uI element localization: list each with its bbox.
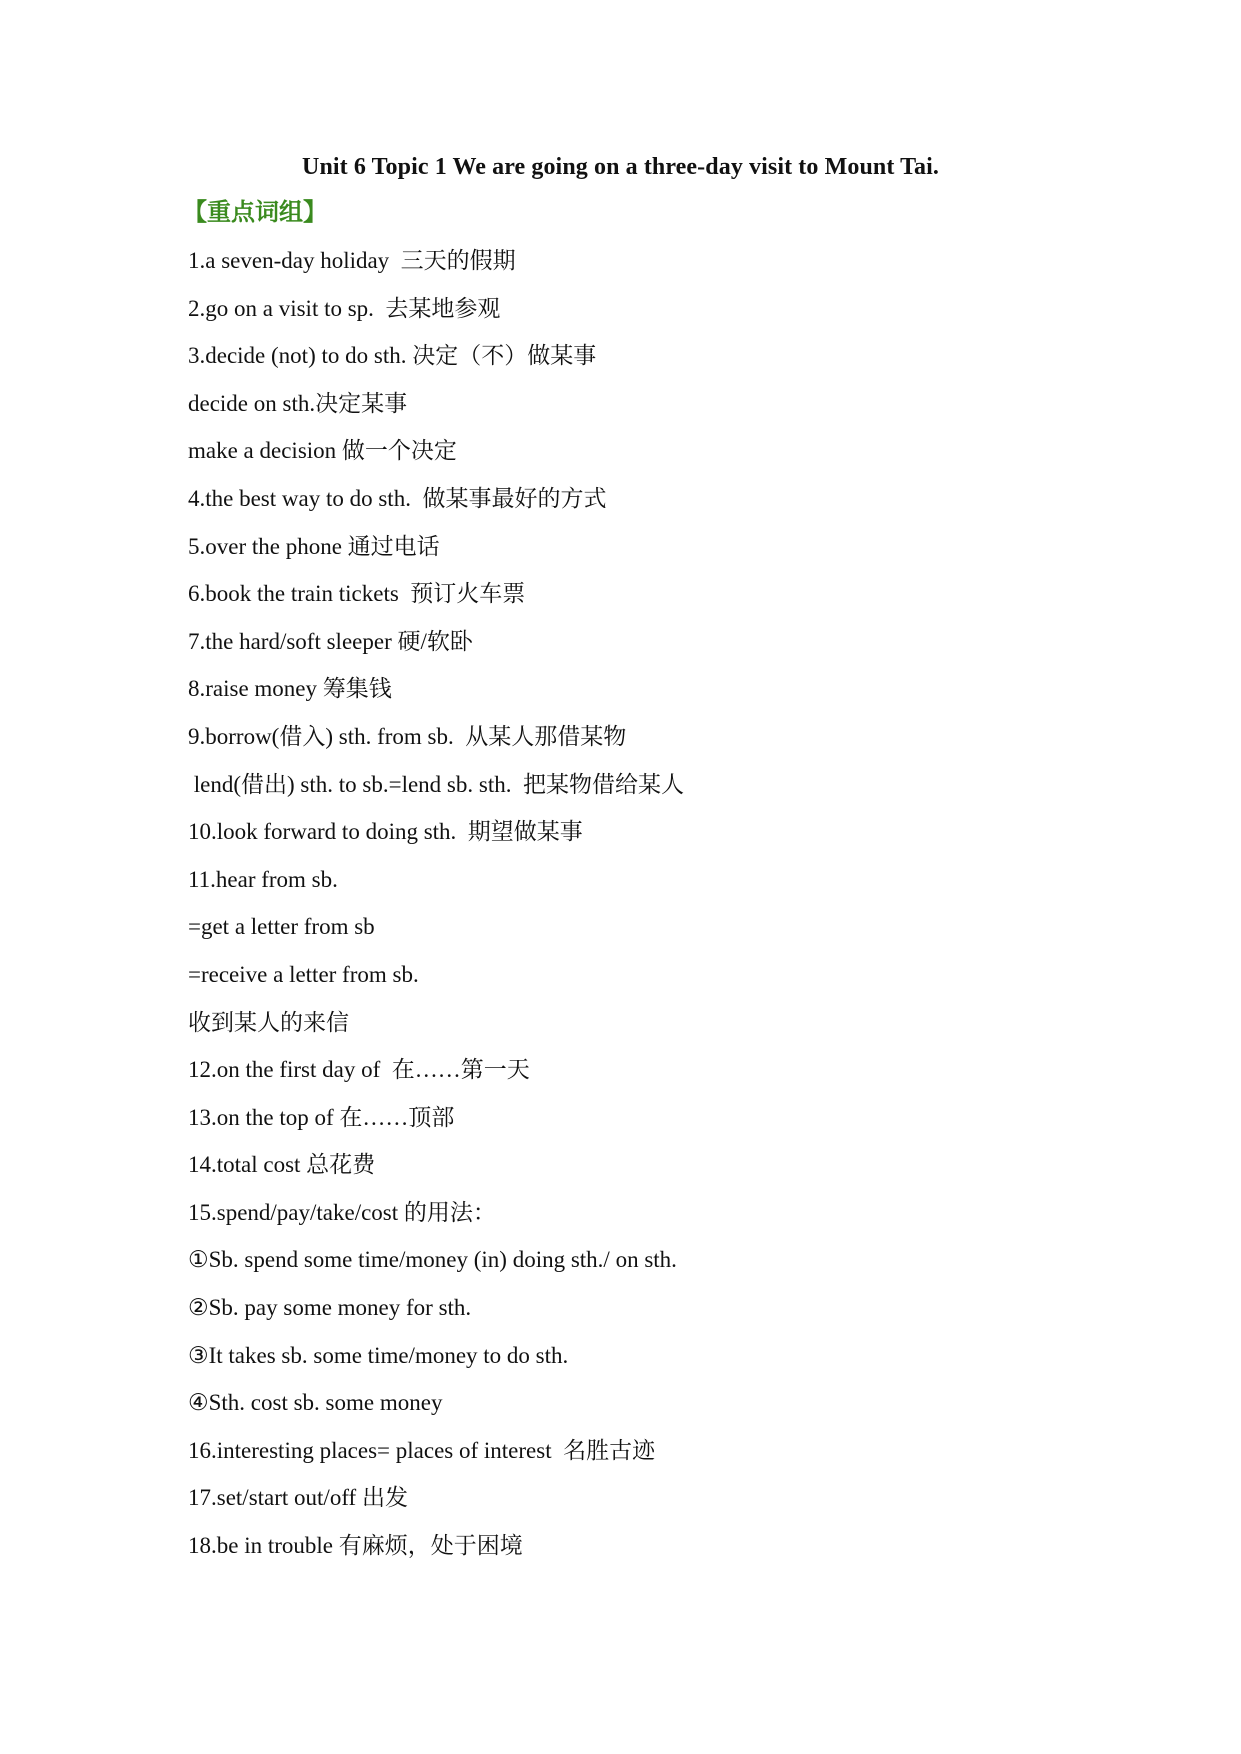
section-heading: 【重点词组】 xyxy=(183,200,327,226)
phrase-line: make a decision 做一个决定 xyxy=(188,438,457,464)
phrase-line: 10.look forward to doing sth. 期望做某事 xyxy=(188,819,583,845)
phrase-line: 1.a seven-day holiday 三天的假期 xyxy=(188,248,516,273)
phrase-line: 3.decide (not) to do sth. 决定（不）做某事 xyxy=(188,343,597,369)
phrase-line: 15.spend/pay/take/cost 的用法： xyxy=(188,1199,496,1225)
phrase-line: 12.on the first day of 在……第一天 xyxy=(188,1057,530,1083)
document-title: Unit 6 Topic 1 We are going on a three-day visit to Mount Tai. xyxy=(302,154,939,180)
phrase-line: 16.interesting places= places of interest 名胜古迹 xyxy=(188,1437,656,1463)
phrase-list xyxy=(188,246,1088,1579)
phrase-line: 9.borrow(借入) sth. from sb. 从某人那借某物 xyxy=(188,723,627,749)
phrase-line: ②Sb. pay some money for sth. xyxy=(188,1295,472,1321)
phrase-line: 13.on the top of 在……顶部 xyxy=(188,1104,455,1130)
phrase-line: 收到某人的来信 xyxy=(188,1009,349,1035)
phrase-line: 18.be in trouble 有麻烦，处于困境 xyxy=(188,1533,523,1559)
phrase-line: ③It takes sb. some time/money to do sth. xyxy=(188,1342,569,1368)
phrase-line: 5.over the phone 通过电话 xyxy=(188,533,440,559)
phrase-line: 11.hear from sb. xyxy=(188,866,338,892)
phrase-line: 14.total cost 总花费 xyxy=(188,1152,376,1178)
phrase-line: 2.go on a visit to sp. 去某地参观 xyxy=(188,295,501,321)
phrase-line: decide on sth.决定某事 xyxy=(188,390,408,416)
phrase-line: 17.set/start out/off 出发 xyxy=(188,1485,408,1511)
phrase-line: 6.book the train tickets 预订火车票 xyxy=(188,581,526,607)
phrase-line: ④Sth. cost sb. some money xyxy=(188,1390,443,1416)
phrase-line: 7.the hard/soft sleeper 硬/软卧 xyxy=(188,628,473,654)
phrase-line: 4.the best way to do sth. 做某事最好的方式 xyxy=(188,485,607,511)
phrase-line: ①Sb. spend some time/money (in) doing sth./ on sth. xyxy=(188,1247,677,1273)
phrase-line: 8.raise money 筹集钱 xyxy=(188,676,392,702)
phrase-line: lend(借出) sth. to sb.=lend sb. sth. 把某物借给某人 xyxy=(188,771,684,797)
phrase-line: =receive a letter from sb. xyxy=(188,961,419,987)
phrase-line: =get a letter from sb xyxy=(188,914,375,940)
